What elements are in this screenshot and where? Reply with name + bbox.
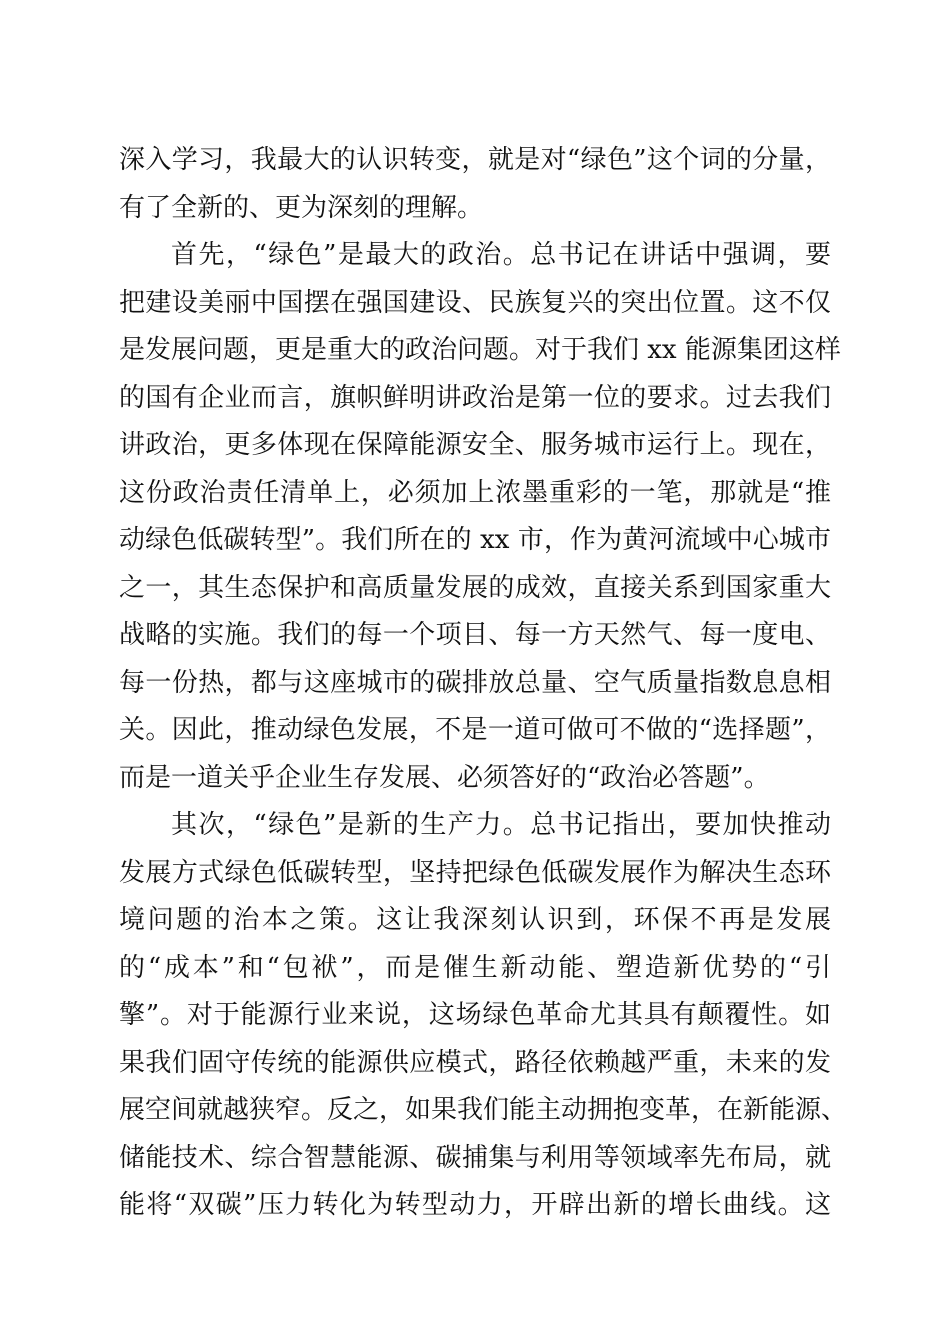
text-line: 的国有企业而言，旗帜鲜明讲政治是第一位的要求。过去我们 xyxy=(119,382,831,413)
text-line: 的“成本”和“包袱”，而是催生新动能、塑造新优势的“引 xyxy=(119,952,831,983)
text-line: 每一份热，都与这座城市的碳排放总量、空气质量指数息息相 xyxy=(119,667,831,698)
text-line: 储能技术、综合智慧能源、碳捕集与利用等领域率先布局，就 xyxy=(119,1142,831,1173)
text-line: 擎”。对于能源行业来说，这场绿色革命尤其具有颠覆性。如 xyxy=(119,1000,831,1030)
text-line: 讲政治，更多体现在保障能源安全、服务城市运行上。现在， xyxy=(119,430,831,460)
text-line: 动绿色低碳转型”。我们所在的 xx 市，作为黄河流域中心城市 xyxy=(119,525,831,555)
text-line: 是发展问题，更是重大的政治问题。对于我们 xx 能源集团这样 xyxy=(119,335,841,365)
text-line: 境问题的治本之策。这让我深刻认识到，环保不再是发展 xyxy=(119,905,831,935)
text-line: 把建设美丽中国摆在强国建设、民族复兴的突出位置。这不仅 xyxy=(119,287,831,318)
text-line: 发展方式绿色低碳转型，坚持把绿色低碳发展作为解决生态环 xyxy=(119,857,831,888)
text-line: 果我们固守传统的能源供应模式，路径依赖越严重，未来的发 xyxy=(119,1047,831,1078)
paragraph-first-line: 其次，“绿色”是新的生产力。总书记指出，要加快推动 xyxy=(171,810,831,840)
text-line: 有了全新的、更为深刻的理解。 xyxy=(119,192,484,223)
text-line: 战略的实施。我们的每一个项目、每一方天然气、每一度电、 xyxy=(119,620,831,650)
text-line: 深入学习，我最大的认识转变，就是对“绿色”这个词的分量， xyxy=(119,145,831,175)
text-line: 展空间就越狭窄。反之，如果我们能主动拥抱变革，在新能源、 xyxy=(119,1095,848,1125)
text-line: 而是一道关乎企业生存发展、必须答好的“政治必答题”。 xyxy=(119,762,770,793)
text-line: 这份政治责任清单上，必须加上浓墨重彩的一笔，那就是“推 xyxy=(119,477,831,508)
text-line: 能将“双碳”压力转化为转型动力，开辟出新的增长曲线。这 xyxy=(119,1190,831,1220)
text-line: 关。因此，推动绿色发展，不是一道可做可不做的“选择题”， xyxy=(119,715,831,745)
body-text xyxy=(119,137,848,1230)
text-line: 之一，其生态保护和高质量发展的成效，直接关系到国家重大 xyxy=(119,572,831,603)
paragraph-first-line: 首先，“绿色”是最大的政治。总书记在讲话中强调，要 xyxy=(171,240,831,270)
